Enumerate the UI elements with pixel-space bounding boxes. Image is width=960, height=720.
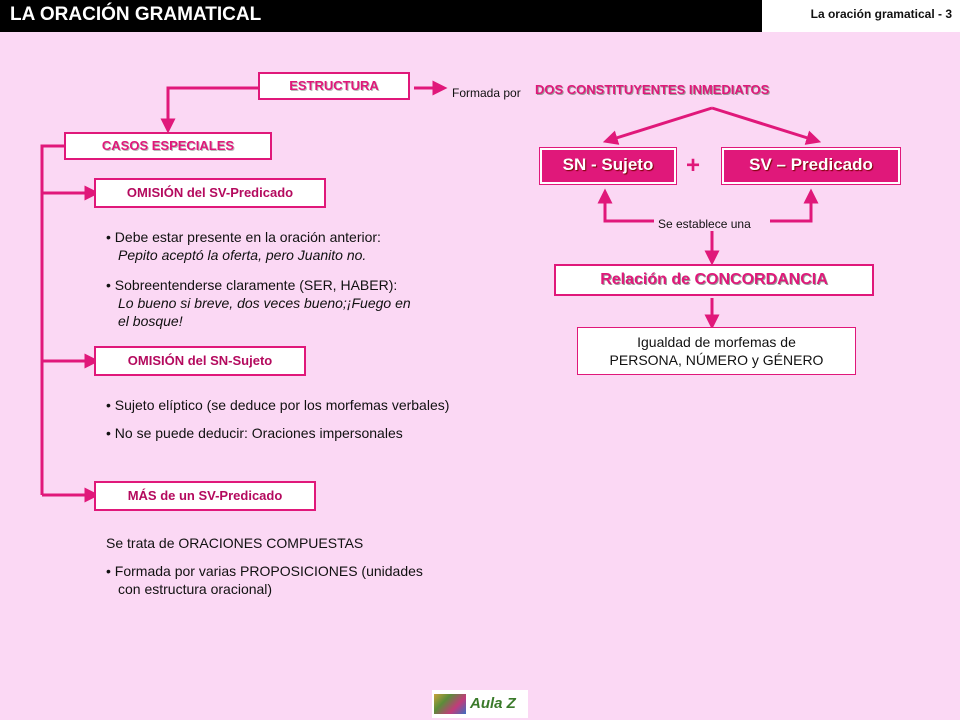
- plus-sign: +: [686, 152, 701, 179]
- igualdad-box: [577, 327, 856, 375]
- logo-icon: [434, 694, 466, 714]
- se-establece-label: Se establece una: [658, 217, 751, 231]
- omision-sv-box: OMISIÓN del SV-Predicado: [94, 178, 326, 208]
- sv-predicado-box: SV – Predicado: [722, 148, 900, 184]
- page-label: La oración gramatical - 3: [810, 7, 952, 21]
- constituyentes-label: DOS CONSTITUYENTES INMEDIATOS: [535, 82, 770, 97]
- mas-sv-bullet-1-cont: con estructura oracional): [118, 581, 273, 597]
- omision-sv-example-1: Pepito aceptó la oferta, pero Juanito no.: [118, 247, 367, 263]
- arrow-estructura-casos: [168, 88, 258, 126]
- omision-sn-bullet-2: • No se puede deducir: Oraciones impersonales: [106, 425, 403, 441]
- omision-sv-bullet-2: • Sobreentenderse claramente (SER, HABER):: [106, 277, 398, 293]
- concordancia-box: Relación de CONCORDANCIA: [554, 264, 874, 296]
- aula-z-logo: [432, 690, 528, 718]
- omision-sv-example-2-cont: el bosque!: [118, 313, 183, 329]
- arrow-to-sv: [712, 108, 814, 140]
- igualdad-line-1: Igualdad de morfemas de: [637, 334, 796, 350]
- arrow-sn-establece: [605, 196, 654, 221]
- omision-sn-box: OMISIÓN del SN-Sujeto: [94, 346, 306, 376]
- mas-sv-box: MÁS de un SV-Predicado: [94, 481, 316, 511]
- arrow-to-sn: [610, 108, 712, 140]
- igualdad-line-2: PERSONA, NÚMERO y GÉNERO: [609, 352, 824, 368]
- mas-sv-bullet-1: • Formada por varias PROPOSICIONES (unidades: [106, 563, 423, 579]
- logo-text: Aula Z: [470, 695, 516, 712]
- page-title: LA ORACIÓN GRAMATICAL: [10, 4, 262, 25]
- omision-sv-bullet-1: • Debe estar presente en la oración anterior:: [106, 229, 381, 245]
- formada-por-label: Formada por: [452, 86, 521, 100]
- mas-sv-line-1: Se trata de ORACIONES COMPUESTAS: [106, 535, 364, 551]
- bracket-casos: [42, 146, 64, 495]
- omision-sv-example-2: Lo bueno si breve, dos veces bueno;¡Fuego en: [118, 295, 411, 311]
- omision-sn-bullet-1: • Sujeto elíptico (se deduce por los morfemas verbales): [106, 397, 450, 413]
- casos-especiales-box: CASOS ESPECIALES: [64, 132, 272, 160]
- arrow-sv-establece: [770, 196, 811, 221]
- estructura-box: ESTRUCTURA: [258, 72, 410, 100]
- sn-sujeto-box: SN - Sujeto: [540, 148, 676, 184]
